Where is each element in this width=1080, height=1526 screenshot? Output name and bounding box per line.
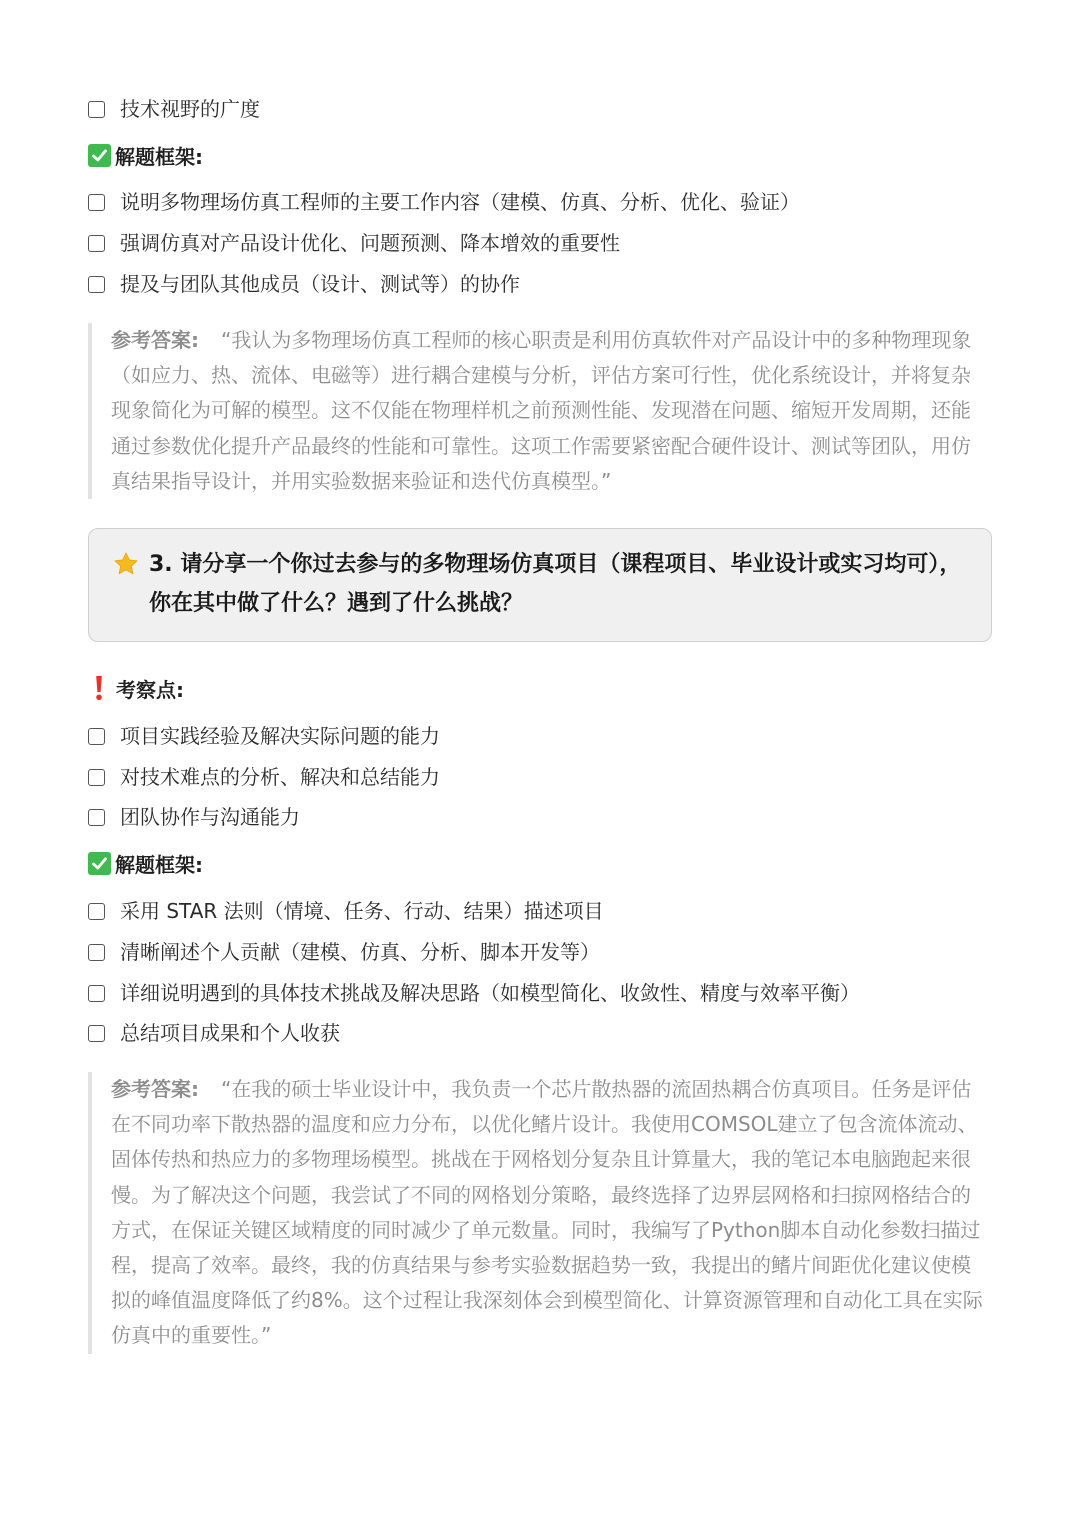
question-title: 3. 请分享一个你过去参与的多物理场仿真项目（课程项目、毕业设计或实习均可），你在其中做了什么？遇到了什么挑战？: [149, 552, 962, 616]
checkbox[interactable]: [88, 809, 105, 826]
reference-answer-quote: [88, 323, 988, 499]
focus-label: 考察点:: [116, 677, 184, 702]
checklist-item[interactable]: [88, 896, 604, 926]
checklist-item-text: 对技术难点的分析、解决和总结能力: [120, 765, 440, 789]
check-mark-icon: [88, 852, 111, 875]
star-icon: [113, 551, 139, 577]
checklist-item-text: 详细说明遇到的具体技术挑战及解决思路（如模型简化、收敛性、精度与效率平衡）: [120, 981, 860, 1005]
answer-text: “在我的硕士毕业设计中，我负责一个芯片散热器的流固热耦合仿真项目。任务是评估在不同功率下散热器的温度和应力分布，以优化鳍片设计。我使用COMSOL建立了包含流体流动、固体传热和热应力的多物理场模型。挑战在于网格划分复杂且计算量大，我的笔记本电脑跑起来很慢。为了解决这个问题，我尝试了不同的网格划分策略，最终选择了边界层网格和扫掠网格结合的方式，在保证关键区域精度的同时减少了单元数量。同时，我编写了Python脚本自动化参数扫描过程，提高了效率。最终，我的仿真结果与参考实验数据趋势一致，我提出的鳍片间距优化建议使模拟的峰值温度降低了约8%。这个过程让我深刻体会到模型简化、计算资源管理和自动化工具在实际仿真中的重要性。”: [111, 1077, 983, 1348]
checklist-item-text: 团队协作与沟通能力: [120, 805, 300, 829]
framework-label: 解题框架:: [115, 852, 203, 877]
checklist-item[interactable]: [88, 187, 800, 217]
checklist-item-text: 总结项目成果和个人收获: [120, 1021, 340, 1045]
checklist-item[interactable]: [88, 978, 860, 1008]
checkbox[interactable]: [88, 1025, 105, 1042]
checkbox[interactable]: [88, 194, 105, 211]
answer-label: 参考答案:: [111, 328, 199, 352]
checkbox[interactable]: [88, 728, 105, 745]
checklist-item[interactable]: [88, 94, 260, 124]
framework-heading: [88, 139, 203, 171]
checklist-item-text: 说明多物理场仿真工程师的主要工作内容（建模、仿真、分析、优化、验证）: [120, 190, 800, 214]
checklist-item-text: 项目实践经验及解决实际问题的能力: [120, 724, 440, 748]
checklist-item-text: 清晰阐述个人贡献（建模、仿真、分析、脚本开发等）: [120, 940, 600, 964]
exclamation-icon: [88, 675, 110, 701]
checklist-item-text: 提及与团队其他成员（设计、测试等）的协作: [120, 272, 520, 296]
answer-label: 参考答案:: [111, 1077, 199, 1101]
checkbox[interactable]: [88, 276, 105, 293]
checklist-item[interactable]: [88, 228, 620, 258]
checklist-item-text: 采用 STAR 法则（情境、任务、行动、结果）描述项目: [120, 899, 604, 923]
checkbox[interactable]: [88, 235, 105, 252]
checkbox[interactable]: [88, 769, 105, 786]
checklist-item[interactable]: [88, 1018, 340, 1048]
answer-text: “我认为多物理场仿真工程师的核心职责是利用仿真软件对产品设计中的多种物理现象（如应力、热、流体、电磁等）进行耦合建模与分析，评估方案可行性，优化系统设计，并将复杂现象简化为可解的模型。这不仅能在物理样机之前预测性能、发现潜在问题、缩短开发周期，还能通过参数优化提升产品最终的性能和可靠性。这项工作需要紧密配合硬件设计、测试等团队，用仿真结果指导设计，并用实验数据来验证和迭代仿真模型。”: [111, 328, 972, 493]
checkbox[interactable]: [88, 944, 105, 961]
framework-label: 解题框架:: [115, 144, 203, 169]
checklist-item[interactable]: [88, 802, 300, 832]
focus-heading: [88, 672, 184, 704]
reference-answer-quote: [88, 1072, 988, 1354]
check-mark-icon: [88, 144, 111, 167]
checklist-item[interactable]: [88, 937, 600, 967]
checkbox[interactable]: [88, 985, 105, 1002]
checklist-item-text: 技术视野的广度: [120, 97, 260, 121]
checkbox[interactable]: [88, 101, 105, 118]
checkbox[interactable]: [88, 903, 105, 920]
checklist-item[interactable]: [88, 269, 520, 299]
checklist-item[interactable]: [88, 762, 440, 792]
checklist-item[interactable]: [88, 721, 440, 751]
framework-heading: [88, 847, 203, 879]
question-card: [88, 528, 992, 642]
checklist-item-text: 强调仿真对产品设计优化、问题预测、降本增效的重要性: [120, 231, 620, 255]
